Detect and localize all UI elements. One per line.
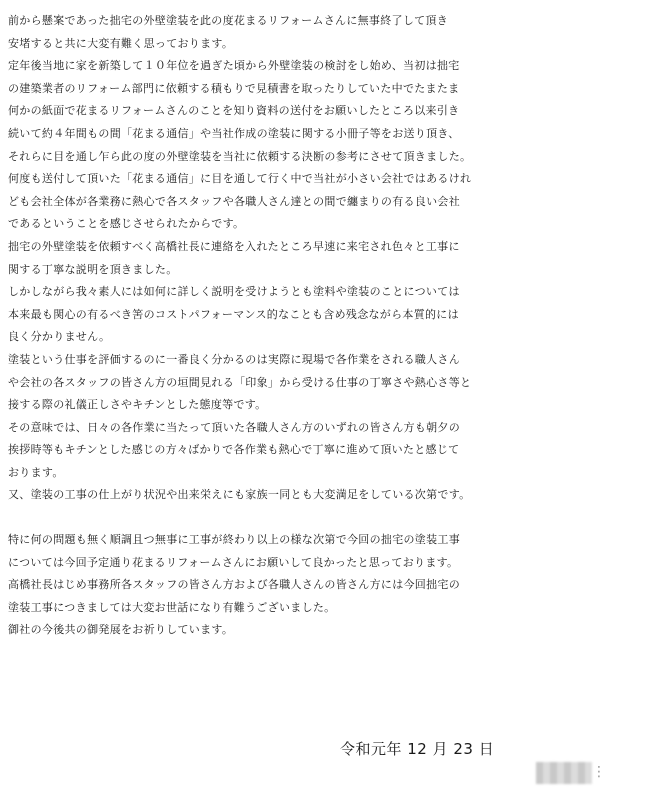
letter-paragraph xyxy=(8,236,656,281)
letter-line: 塗装という仕事を評価するのに一番良く分かるのは実際に現場で各作業をされる職人さん xyxy=(8,352,460,366)
letter-line: それらに目を通し乍ら此の度の外壁塗装を当社に依頼する決断の参考にさせて頂きました。 xyxy=(8,149,472,163)
letter-paragraph xyxy=(8,529,656,574)
letter-line: 接する際の礼儀正しさやキチンとした態度等です。 xyxy=(8,398,267,412)
letter-line: については今回予定通り花まるリフォームさんにお願いして良かったと思っております。 xyxy=(8,555,459,569)
letter-line: 何かの紙面で花まるリフォームさんのことを知り資料の送付をお願いしたところ以来引き xyxy=(8,104,460,118)
letter-paragraph xyxy=(8,484,656,507)
letter-line: 本来最も関心の有るべき筈のコストパフォーマンス的なことも含め残念ながら本質的には xyxy=(8,307,459,321)
letter-paragraph xyxy=(8,55,656,168)
letter-line: その意味では、日々の各作業に当たって頂いた各職人さん方のいずれの皆さん方も朝夕の xyxy=(8,420,460,434)
letter-line: 定年後当地に家を新築して１０年位を過ぎた頃から外壁塗装の検討をし始め、当初は拙宅 xyxy=(8,59,460,73)
letter-line: 又、塗装の工事の仕上がり状況や出来栄えにも家族一同とも大変満足をしている次第です。 xyxy=(8,488,471,502)
letter-line: 高橋社長はじめ事務所各スタッフの皆さん方および各職人さんの皆さん方には今回拙宅の xyxy=(8,578,460,592)
letter-line: 何度も送付して頂いた「花まる通信」に目を通して行く中で当社が小さい会社ではあるけれ xyxy=(8,172,472,186)
letter-line: 前から懸案であった拙宅の外壁塗装を此の度花まるリフォームさんに無事終了して頂き xyxy=(8,14,449,27)
letter-line: 塗装工事につきましては大変お世話になり有難うございました。 xyxy=(8,600,336,614)
letter-body xyxy=(8,10,656,642)
letter-paragraph xyxy=(8,281,656,349)
letter-paragraph xyxy=(8,619,656,642)
letter-line: しかしながら我々素人には如何に詳しく説明を受けようとも塗料や塗装のことについては xyxy=(8,285,460,299)
letter-paragraph xyxy=(8,349,656,417)
letter-line: の建築業者のリフォーム部門に依頼する積もりで見積書を取ったりしていた中でたまたま xyxy=(8,81,460,95)
letter-line: 拙宅の外壁塗装を依頼すべく高橋社長に連絡を入れたところ早速に来宅され色々と工事に xyxy=(8,239,460,253)
signature-tail: ⋮ xyxy=(592,764,606,780)
letter-line: おります。 xyxy=(8,465,64,479)
letter-paragraph xyxy=(8,417,656,485)
signature-redacted xyxy=(536,762,592,784)
letter-line: 特に何の問題も無く順調且つ無事に工事が終わり以上の様な次第で今回の拙宅の塗装工事 xyxy=(8,533,460,547)
letter-line: 続いて約４年間もの間「花まる通信」や当社作成の塗装に関する小冊子等をお送り頂き、 xyxy=(8,126,460,140)
letter-line: 安堵すると共に大変有難く思っております。 xyxy=(8,36,234,50)
letter-paragraph xyxy=(8,10,656,55)
paragraph-spacer xyxy=(8,507,656,529)
letter-line: ども会社全体が各業務に熱心で各スタッフや各職人さん達との間で纏まりの有る良い会社 xyxy=(8,194,460,208)
letter-line: 関する丁寧な説明を頂きました。 xyxy=(8,262,178,276)
letter-date: 令和元年 12 月 23 日 xyxy=(340,740,495,758)
letter-line: 良く分かりません。 xyxy=(8,330,111,344)
letter-line: 挨拶時等もキチンとした感じの方々ばかりで各作業も熱心で丁寧に進めて頂いたと感じて xyxy=(8,443,460,457)
letter-line: 御社の今後共の御発展をお祈りしています。 xyxy=(8,623,234,637)
letter-paragraph xyxy=(8,574,656,619)
letter-line: であるということを感じさせられたからです。 xyxy=(8,217,245,231)
letter-line: や会社の各スタッフの皆さん方の垣間見れる「印象」から受ける仕事の丁寧さや熱心さ等と xyxy=(8,375,472,389)
letter-paragraph xyxy=(8,168,656,236)
